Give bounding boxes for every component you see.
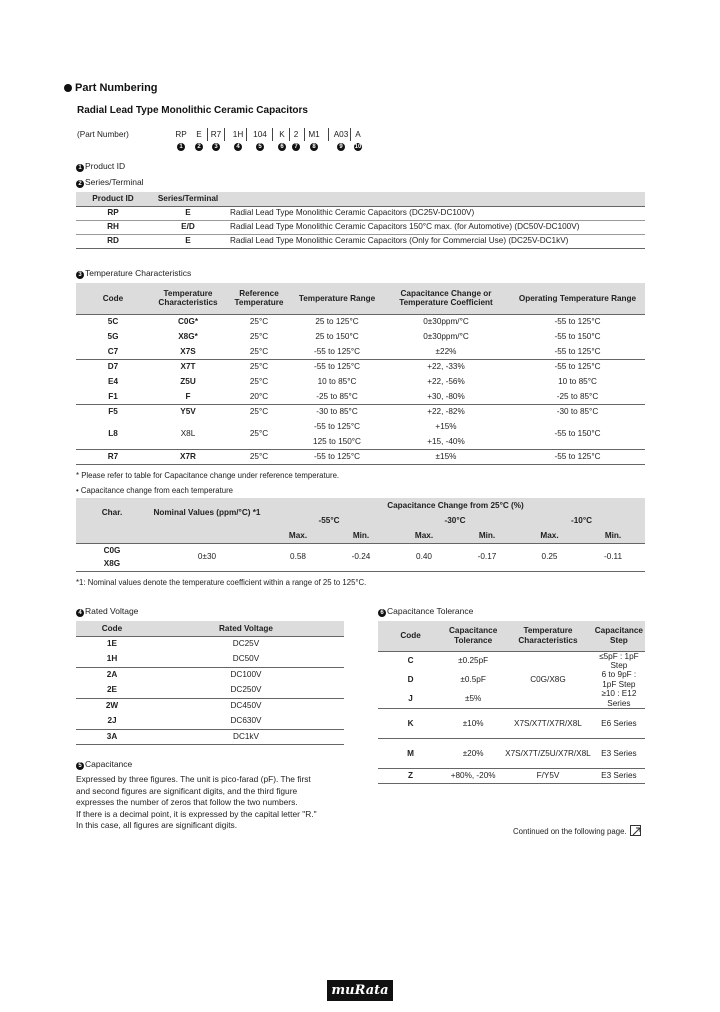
pn-separator <box>350 128 351 141</box>
table-cell: 25°C <box>249 331 269 341</box>
table-cell: X7R <box>150 449 226 464</box>
table-row <box>76 652 344 668</box>
pn-number-icon: 6 <box>278 143 286 151</box>
table-cell: +80%, -20% <box>443 769 503 784</box>
section-title: Part Numbering <box>64 82 158 94</box>
table-row <box>76 729 344 745</box>
table-cell: -30 to 85°C <box>510 404 645 419</box>
sec-tolerance: 6 Capacitance Tolerance <box>378 606 473 617</box>
table-cell: 25°C <box>226 449 292 464</box>
table-cell: 25°C <box>249 376 269 386</box>
cap-change-table: Char. Nominal Values (ppm/°C) *1 Capacitance Change from 25°C (%) -55°C -30°C -10°C Max. Min. Max. Min. Max. Min. C0G 0±30 0.58 -0.24 0.40 -0.17 0.25 -0.11 X8G <box>76 498 645 572</box>
table-cell: DC630V <box>230 716 262 726</box>
table-row <box>378 709 645 739</box>
table-row <box>76 234 645 248</box>
note-nominal: *1: Nominal values denote the temperature coefficient within a range of 25 to 125°C. <box>76 578 367 587</box>
table-cell: L8 <box>108 429 118 439</box>
table-cell: 10 to 85°C <box>558 376 597 386</box>
table-cell: E6 Series <box>593 709 645 739</box>
table-row <box>76 359 645 374</box>
table-cell: -55 to 125°C <box>292 449 382 464</box>
table-cell: 25 to 150°C <box>315 331 359 341</box>
pn-code: RP <box>175 130 187 139</box>
table-cell: Z5U <box>180 376 196 386</box>
table-row <box>76 374 645 389</box>
table-cell: X8L <box>180 429 196 439</box>
pn-separator <box>304 128 305 141</box>
sec-capacitance: 5 Capacitance <box>76 759 132 770</box>
table-cell: -30 to 85°C <box>292 404 382 419</box>
sec-series-terminal: 2 Series/Terminal <box>76 177 144 188</box>
pn-number-icon: 10 <box>354 144 362 150</box>
table-cell: X7S/X7T/Z5U/X7R/X8L <box>503 739 593 769</box>
pn-number-icon: 1 <box>177 143 185 151</box>
pn-number-icon: 9 <box>337 143 345 151</box>
table-cell: -55 to 150°C <box>554 429 601 439</box>
table-cell: -55 to 125°C <box>510 359 645 374</box>
table-cell: E3 Series <box>593 769 645 784</box>
table-row <box>76 220 645 234</box>
table-cell: DC50V <box>232 654 260 664</box>
table-cell: +22, -56% <box>427 376 465 386</box>
table-cell: C <box>378 651 443 670</box>
paragraph-line: In this case, all figures are significant digits. <box>76 820 238 830</box>
table-cell: 25°C <box>249 429 269 439</box>
table-cell: 10 to 85°C <box>317 376 357 386</box>
series-table: Product ID Series/Terminal RP E Radial Lead Type Monolithic Ceramic Capacitors (DC25V-DC100V) RH E/D Radial Lead Type Monolithic Ceramic Capacitors 150°C max. (for Automotive) (DC50V-DC100V) RD E Radial Lead Type Monolithic Ceramic Capacitors (Only for Commercial Use) (DC25V-DC1kV) <box>76 192 645 249</box>
table-cell: ±22% <box>435 346 457 356</box>
table-row <box>378 651 645 670</box>
pn-separator <box>207 128 208 141</box>
table-cell: 20°C <box>249 391 269 401</box>
pn-code: R7 <box>210 130 222 139</box>
table-cell: ≤5pF : 1pF Step <box>593 651 645 670</box>
table-cell: RP <box>76 206 150 220</box>
pn-separator <box>328 128 329 141</box>
table-row <box>76 667 344 683</box>
table-cell: Radial Lead Type Monolithic Ceramic Capacitors (DC25V-DC100V) <box>226 206 645 220</box>
arrow-icon[interactable] <box>630 825 641 836</box>
note-ref: * Please refer to table for Capacitance change under reference temperature. <box>76 471 340 480</box>
table-cell: RH <box>76 220 150 234</box>
table-cell: 125 to 150°C <box>313 436 361 446</box>
table-cell: ±20% <box>443 739 503 769</box>
table-cell: E3 Series <box>593 739 645 769</box>
table-cell: 25°C <box>226 359 292 374</box>
table-cell: 0±30ppm/°C <box>382 314 510 329</box>
table-cell: DC25V <box>148 636 344 652</box>
table-cell: ±0.5pF <box>460 675 486 685</box>
bullet-icon <box>64 84 72 92</box>
table-row <box>76 636 344 652</box>
table-row <box>378 769 645 784</box>
sec-rated-voltage: 4 Rated Voltage <box>76 606 138 617</box>
pn-separator <box>289 128 290 141</box>
table-cell: 2E <box>106 685 117 695</box>
murata-logo: muRata <box>327 980 393 1001</box>
table-cell: +22, -82% <box>382 404 510 419</box>
table-row <box>76 344 645 359</box>
table-cell: 2J <box>107 716 117 726</box>
pn-code: M1 <box>308 130 320 139</box>
table-cell: +15% <box>435 421 457 431</box>
table-cell: E <box>150 206 226 220</box>
table-cell: D7 <box>76 359 150 374</box>
table-cell: Radial Lead Type Monolithic Ceramic Capacitors 150°C max. (for Automotive) (DC50V-DC100V) <box>226 220 645 234</box>
table-cell: RD <box>76 234 150 248</box>
paragraph-line: Expressed by three figures. The unit is pico-farad (pF). The first <box>76 774 311 784</box>
table-cell: E <box>150 234 226 248</box>
table-cell: 25°C <box>226 404 292 419</box>
table-cell: -25 to 85°C <box>316 391 358 401</box>
table-cell: X7S/X7T/X7R/X8L <box>503 709 593 739</box>
table-cell: X8G* <box>178 331 198 341</box>
table-cell: C7 <box>107 346 119 356</box>
table-cell: DC1kV <box>148 729 344 745</box>
table-cell: ±15% <box>382 449 510 464</box>
table-cell: 25°C <box>226 314 292 329</box>
table-cell: 3A <box>76 729 148 745</box>
table-cell: C0G/X8G <box>503 651 593 709</box>
table-cell: J <box>408 693 413 703</box>
table-cell: 5G <box>107 331 119 341</box>
table-cell: K <box>378 709 443 739</box>
table-row <box>76 683 344 699</box>
pn-code: A <box>355 130 361 139</box>
table-cell: 2A <box>76 667 148 683</box>
table-cell: DC250V <box>230 685 262 695</box>
table-row <box>378 739 645 769</box>
table-cell: F5 <box>76 404 150 419</box>
table-cell: F/Y5V <box>503 769 593 784</box>
table-cell: ±10% <box>443 709 503 739</box>
tolerance-table: Code Capacitance Tolerance Temperature Characteristics Capacitance Step C ±0.25pF C0G/X8G ≤5pF : 1pF Step D ±0.5pF 6 to 9pF : 1pF Step J ±5% ≥10 : E12 Series K ±10% X7S/X7T/X7R/X8L E6 Series M ±20% X7S/X7T/Z5U/X7R/X8L E3 Series Z +80%, -20% F/Y5V E3 Series <box>378 621 645 784</box>
capacitance-description <box>76 774 317 832</box>
table-cell: M <box>378 739 443 769</box>
paragraph-line: If there is a decimal point, it is expressed by the capital letter "R." <box>76 808 317 819</box>
pn-number-icon: 4 <box>234 143 242 151</box>
pn-code: K <box>279 130 285 139</box>
table-cell: -55 to 125°C <box>292 359 382 374</box>
table-cell: R7 <box>76 449 150 464</box>
paragraph-line: and second figures are significant digits, and the third figure <box>76 785 298 796</box>
table-row <box>76 698 344 714</box>
pn-number-icon: 2 <box>195 143 203 151</box>
table-cell: Radial Lead Type Monolithic Ceramic Capacitors (Only for Commercial Use) (DC25V-DC1kV) <box>226 234 645 248</box>
pn-code: 2 <box>293 130 299 139</box>
pn-code: 1H <box>232 130 244 139</box>
pn-number-icon: 7 <box>292 143 300 151</box>
pn-separator <box>246 128 247 141</box>
table-cell: 25 to 125°C <box>292 314 382 329</box>
sec-temp-char: 3 Temperature Characteristics <box>76 268 191 279</box>
table-cell: 5C <box>76 314 150 329</box>
pn-separator <box>272 128 273 141</box>
table-cell: +15, -40% <box>427 436 465 446</box>
table-cell: -55 to 125°C <box>554 346 601 356</box>
table-row <box>76 206 645 220</box>
table-cell: ±5% <box>464 693 482 703</box>
pn-code: E <box>196 130 202 139</box>
table-cell: DC450V <box>148 698 344 714</box>
table-row <box>76 389 645 404</box>
table-cell: -25 to 85°C <box>556 391 599 401</box>
pn-separator <box>224 128 225 141</box>
table-cell: C0G* <box>150 314 226 329</box>
table-row <box>76 314 645 329</box>
table-cell: DC100V <box>148 667 344 683</box>
table-cell: X7S <box>180 346 196 356</box>
table-row <box>76 449 645 464</box>
table-cell: -55 to 125°C <box>313 421 361 431</box>
table-cell: D <box>407 675 414 685</box>
table-cell: -55 to 125°C <box>510 314 645 329</box>
pn-code: 104 <box>253 130 267 139</box>
table-cell: F1 <box>108 391 118 401</box>
table-row <box>76 329 645 344</box>
table-cell: +22, -33% <box>382 359 510 374</box>
table-row <box>76 404 645 419</box>
pn-number-icon: 8 <box>310 143 318 151</box>
temp-char-table: Code Temperature Characteristics Reference Temperature Temperature Range Capacitance Change or Temperature Coefficient Operating Temperature Range 5C C0G* 25°C 25 to 125°C 0±30ppm/°C -55 to 125°C 5G X8G* 25°C 25 to 150°C 0±30ppm/°C -55 to 150°C C7 X7S 25°C -55 to 125°C ±22% -55 to 125°C D7 X7T 25°C -55 to 125°C +22, -33% -55 to 125°C E4 Z5U 25°C 10 to 85°C +22, -56% 10 to 85°C F1 F 20°C -25 to 85°C +30, -80% -25 to 85°C F5 Y5V 25°C -30 to 85°C +22, -82% -30 to 85°C L8 X8L 25°C -55 to 125°C +15% -55 to 150°C 125 to 150°C +15, -40% R7 X7R 25°C -55 to 125°C ±15% -55 to 125°C <box>76 283 645 465</box>
table-cell: 1E <box>76 636 148 652</box>
sec-product-id: 1 Product ID <box>76 161 125 172</box>
continued-note: Continued on the following page. <box>513 825 641 836</box>
table-cell: +30, -80% <box>427 391 465 401</box>
part-number-label: (Part Number) <box>77 130 129 139</box>
pn-code: A03 <box>333 130 349 139</box>
pn-number-icon: 3 <box>212 143 220 151</box>
pn-number-icon: 5 <box>256 143 264 151</box>
table-cell: 2W <box>76 698 148 714</box>
table-cell: 25°C <box>249 346 269 356</box>
paragraph-line: expresses the number of zeros that follow the two numbers. <box>76 797 298 807</box>
table-cell: -55 to 125°C <box>510 449 645 464</box>
table-cell: F <box>185 391 191 401</box>
table-cell: 1H <box>106 654 118 664</box>
table-cell: E4 <box>107 376 118 386</box>
table-cell: ±0.25pF <box>443 651 503 670</box>
note-change: • Capacitance change from each temperature <box>76 486 234 495</box>
table-cell: Y5V <box>150 404 226 419</box>
table-cell: 6 to 9pF : 1pF Step <box>601 670 637 689</box>
table-cell: X7T <box>150 359 226 374</box>
subtitle: Radial Lead Type Monolithic Ceramic Capacitors <box>77 105 308 116</box>
table-cell: -55 to 150°C <box>554 331 601 341</box>
table-cell: ≥10 : E12 Series <box>601 689 637 708</box>
table-cell: E/D <box>150 220 226 234</box>
table-cell: -55 to 125°C <box>313 346 361 356</box>
table-cell: 0±30ppm/°C <box>423 331 469 341</box>
table-row <box>76 419 645 434</box>
rated-voltage-table: Code Rated Voltage 1E DC25V 1H DC50V 2A DC100V 2E DC250V 2W DC450V 2J DC630V 3A DC1kV <box>76 621 344 745</box>
table-row <box>76 714 344 730</box>
table-cell: Z <box>378 769 443 784</box>
